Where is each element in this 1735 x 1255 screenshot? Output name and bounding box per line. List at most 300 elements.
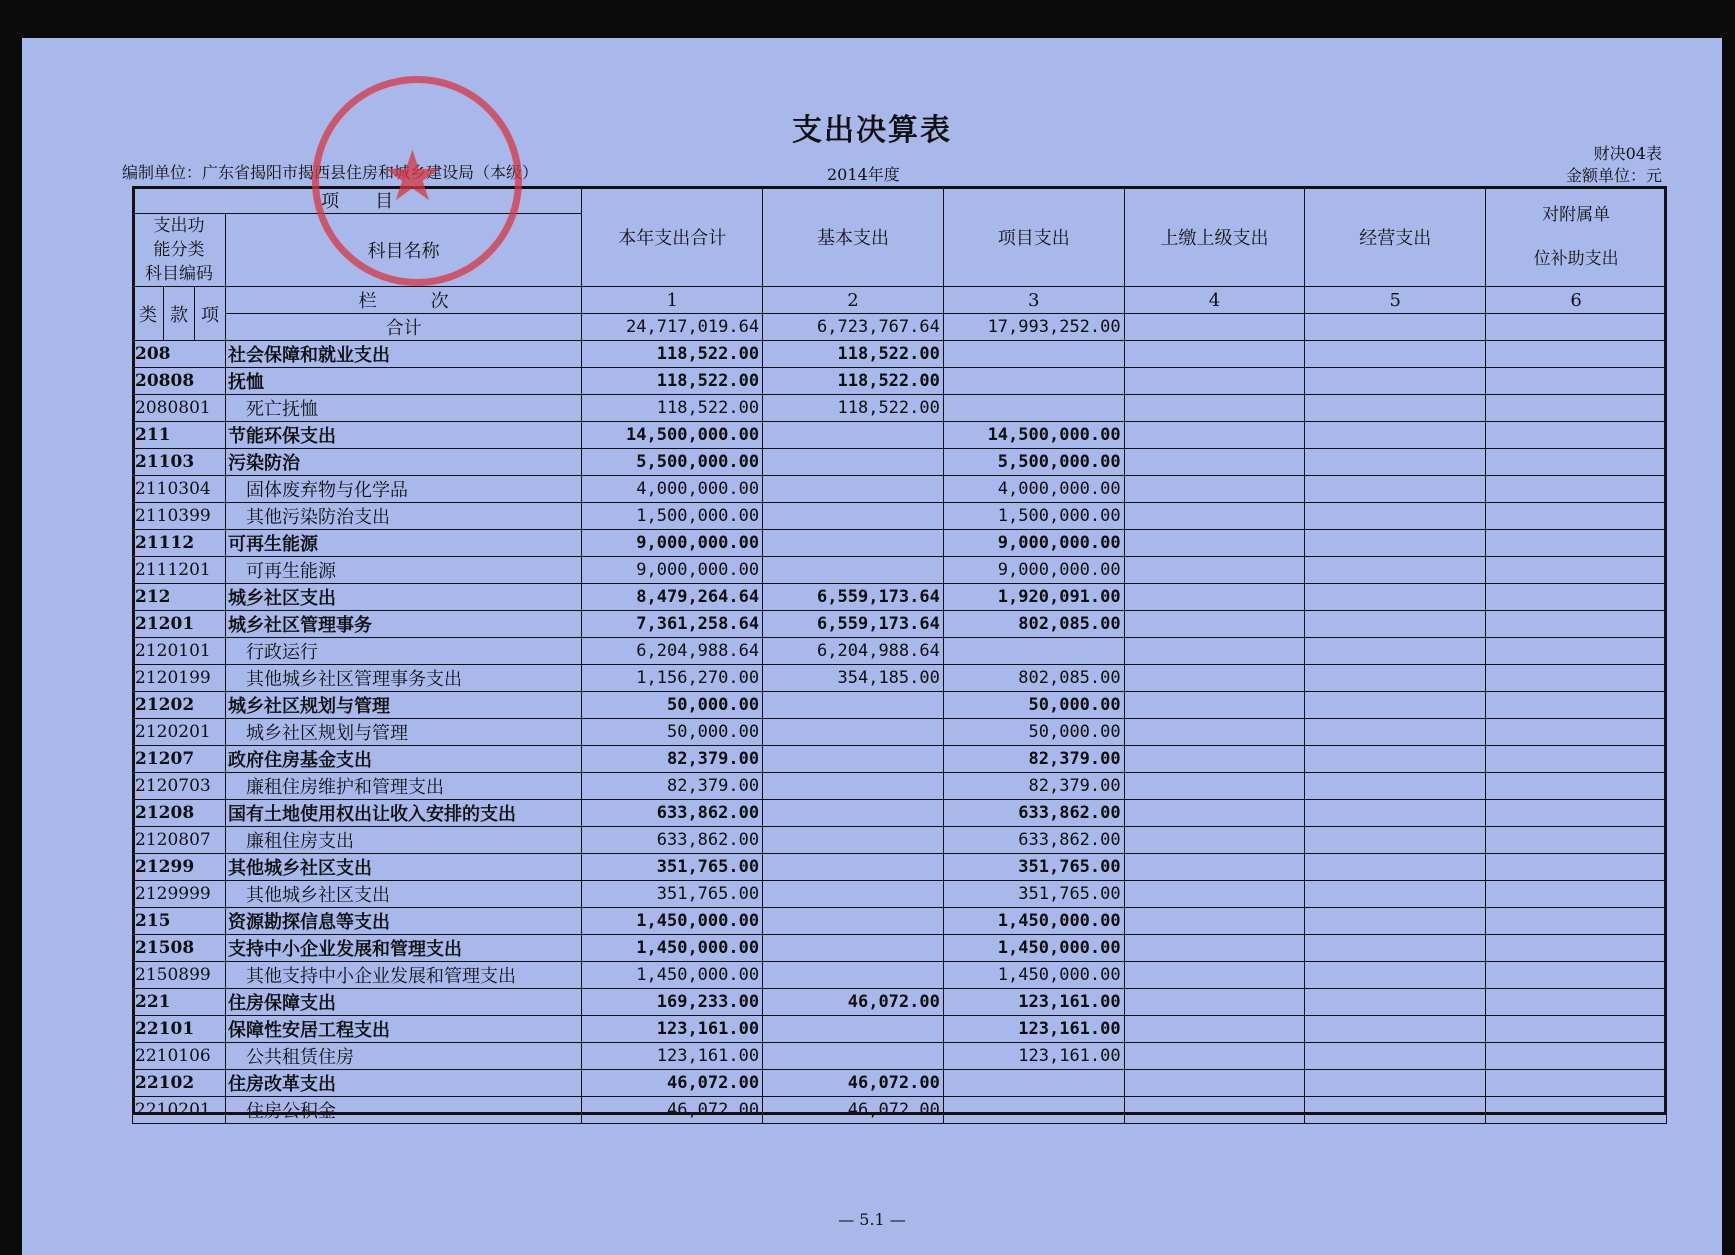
lei-header: 类 — [133, 287, 164, 341]
row-code: 22101 — [133, 1016, 226, 1043]
row-project: 4,000,000.00 — [943, 476, 1124, 503]
row-total: 50,000.00 — [582, 719, 763, 746]
row-basic — [763, 881, 944, 908]
xiang-header: 项 — [194, 287, 225, 341]
row-project: 14,500,000.00 — [943, 422, 1124, 449]
row-basic: 6,559,173.64 — [763, 584, 944, 611]
row-basic — [763, 557, 944, 584]
row-name: 城乡社区管理事务 — [225, 611, 581, 638]
row-upper — [1124, 773, 1305, 800]
form-number: 财决04表 — [1593, 144, 1662, 163]
row-basic — [763, 530, 944, 557]
row-total: 9,000,000.00 — [582, 557, 763, 584]
row-name: 死亡抚恤 — [225, 395, 581, 422]
row-project: 1,920,091.00 — [943, 584, 1124, 611]
table-row — [133, 557, 1667, 584]
row-project: 1,500,000.00 — [943, 503, 1124, 530]
row-basic — [763, 773, 944, 800]
table-row — [133, 827, 1667, 854]
row-project: 50,000.00 — [943, 719, 1124, 746]
row-subsidy — [1486, 1097, 1667, 1124]
code-header-line1: 支出功 — [153, 216, 205, 236]
col-total-header: 本年支出合计 — [582, 187, 763, 287]
row-total: 82,379.00 — [582, 746, 763, 773]
row-code: 2120703 — [133, 773, 226, 800]
document-page — [22, 38, 1722, 1255]
row-name: 住房保障支出 — [225, 989, 581, 1016]
row-total: 1,450,000.00 — [582, 935, 763, 962]
row-subsidy — [1486, 449, 1667, 476]
row-business — [1305, 935, 1486, 962]
table-row — [133, 1097, 1667, 1124]
col-number-4: 4 — [1124, 287, 1305, 314]
row-total: 169,233.00 — [582, 989, 763, 1016]
row-business — [1305, 368, 1486, 395]
row-code: 21299 — [133, 854, 226, 881]
row-code: 21208 — [133, 800, 226, 827]
col-basic-header: 基本支出 — [763, 187, 944, 287]
row-total: 6,204,988.64 — [582, 638, 763, 665]
row-total: 1,156,270.00 — [582, 665, 763, 692]
table-row — [133, 1043, 1667, 1070]
row-business — [1305, 1016, 1486, 1043]
row-upper — [1124, 962, 1305, 989]
row-name: 资源勘探信息等支出 — [225, 908, 581, 935]
row-code: 21103 — [133, 449, 226, 476]
row-upper — [1124, 800, 1305, 827]
row-business — [1305, 1070, 1486, 1097]
row-total: 14,500,000.00 — [582, 422, 763, 449]
row-name: 可再生能源 — [225, 530, 581, 557]
row-project — [943, 395, 1124, 422]
row-total: 351,765.00 — [582, 881, 763, 908]
col-number-6: 6 — [1486, 287, 1667, 314]
row-project — [943, 638, 1124, 665]
col-subsidy-header — [1486, 187, 1667, 287]
row-total: 633,862.00 — [582, 800, 763, 827]
row-total: 118,522.00 — [582, 395, 763, 422]
code-header-line3: 科目编码 — [144, 264, 213, 284]
row-upper — [1124, 1097, 1305, 1124]
table-row — [133, 854, 1667, 881]
row-name: 其他城乡社区支出 — [225, 854, 581, 881]
row-basic — [763, 800, 944, 827]
total-project: 17,993,252.00 — [943, 314, 1124, 341]
kuan-header: 款 — [163, 287, 194, 341]
row-project: 1,450,000.00 — [943, 935, 1124, 962]
row-business — [1305, 773, 1486, 800]
row-total: 351,765.00 — [582, 854, 763, 881]
total-basic: 6,723,767.64 — [763, 314, 944, 341]
row-subsidy — [1486, 341, 1667, 368]
row-name: 社会保障和就业支出 — [225, 341, 581, 368]
row-upper — [1124, 638, 1305, 665]
row-code: 22102 — [133, 1070, 226, 1097]
row-name: 政府住房基金支出 — [225, 746, 581, 773]
row-subsidy — [1486, 368, 1667, 395]
row-subsidy — [1486, 908, 1667, 935]
fiscal-year: 2014年度 — [827, 165, 900, 184]
row-project: 123,161.00 — [943, 1016, 1124, 1043]
row-total: 46,072.00 — [582, 1097, 763, 1124]
row-upper — [1124, 719, 1305, 746]
row-basic: 118,522.00 — [763, 368, 944, 395]
row-basic — [763, 449, 944, 476]
row-upper — [1124, 422, 1305, 449]
total-business — [1305, 314, 1486, 341]
row-project: 802,085.00 — [943, 665, 1124, 692]
col-number-1: 1 — [582, 287, 763, 314]
row-upper — [1124, 827, 1305, 854]
row-subsidy — [1486, 1070, 1667, 1097]
row-code: 211 — [133, 422, 226, 449]
row-name: 城乡社区支出 — [225, 584, 581, 611]
row-basic — [763, 908, 944, 935]
row-name: 固体废弃物与化学品 — [225, 476, 581, 503]
row-basic — [763, 962, 944, 989]
row-code: 2120201 — [133, 719, 226, 746]
row-upper — [1124, 476, 1305, 503]
row-business — [1305, 476, 1486, 503]
row-subsidy — [1486, 1043, 1667, 1070]
row-total: 9,000,000.00 — [582, 530, 763, 557]
row-total: 46,072.00 — [582, 1070, 763, 1097]
row-subsidy — [1486, 665, 1667, 692]
row-subsidy — [1486, 800, 1667, 827]
row-basic — [763, 935, 944, 962]
row-upper — [1124, 584, 1305, 611]
row-business — [1305, 503, 1486, 530]
row-upper — [1124, 989, 1305, 1016]
table-row — [133, 341, 1667, 368]
col-business-header: 经营支出 — [1305, 187, 1486, 287]
row-upper — [1124, 368, 1305, 395]
row-project: 50,000.00 — [943, 692, 1124, 719]
row-upper — [1124, 530, 1305, 557]
row-basic: 46,072.00 — [763, 989, 944, 1016]
table-row — [133, 611, 1667, 638]
seal-star-icon: ★ — [381, 135, 444, 217]
row-upper — [1124, 746, 1305, 773]
total-amount: 24,717,019.64 — [582, 314, 763, 341]
row-upper — [1124, 611, 1305, 638]
table-row — [133, 935, 1667, 962]
row-code: 21201 — [133, 611, 226, 638]
code-header — [133, 214, 226, 287]
table-row — [133, 773, 1667, 800]
col-subsidy-line1: 对附属单 — [1542, 204, 1611, 225]
row-code: 2129999 — [133, 881, 226, 908]
row-code: 21202 — [133, 692, 226, 719]
table-row — [133, 746, 1667, 773]
row-upper — [1124, 692, 1305, 719]
table-row — [133, 1016, 1667, 1043]
row-code: 2120101 — [133, 638, 226, 665]
row-total: 82,379.00 — [582, 773, 763, 800]
currency-unit: 金额单位：元 — [1565, 166, 1662, 185]
row-code: 221 — [133, 989, 226, 1016]
row-name: 其他污染防治支出 — [225, 503, 581, 530]
compiling-unit: 编制单位：广东省揭阳市揭西县住房和城乡建设局（本级） — [122, 163, 539, 182]
row-subsidy — [1486, 881, 1667, 908]
row-basic — [763, 422, 944, 449]
row-name: 城乡社区规划与管理 — [225, 692, 581, 719]
col-project-header: 项目支出 — [943, 187, 1124, 287]
row-business — [1305, 341, 1486, 368]
name-header: 科目名称 — [225, 214, 581, 287]
row-basic: 118,522.00 — [763, 395, 944, 422]
row-upper — [1124, 1016, 1305, 1043]
table-row — [133, 719, 1667, 746]
row-upper — [1124, 557, 1305, 584]
row-subsidy — [1486, 827, 1667, 854]
row-basic — [763, 746, 944, 773]
row-subsidy — [1486, 1016, 1667, 1043]
row-code: 2111201 — [133, 557, 226, 584]
row-upper — [1124, 908, 1305, 935]
row-code: 21112 — [133, 530, 226, 557]
row-business — [1305, 1043, 1486, 1070]
row-name: 其他城乡社区管理事务支出 — [225, 665, 581, 692]
row-project — [943, 1097, 1124, 1124]
row-basic: 118,522.00 — [763, 341, 944, 368]
row-subsidy — [1486, 422, 1667, 449]
row-basic — [763, 1043, 944, 1070]
row-project: 802,085.00 — [943, 611, 1124, 638]
col-number-3: 3 — [943, 287, 1124, 314]
row-name: 行政运行 — [225, 638, 581, 665]
row-basic: 46,072.00 — [763, 1070, 944, 1097]
row-code: 212 — [133, 584, 226, 611]
row-code: 2150899 — [133, 962, 226, 989]
row-code: 2210106 — [133, 1043, 226, 1070]
row-name: 国有土地使用权出让收入安排的支出 — [225, 800, 581, 827]
row-basic: 354,185.00 — [763, 665, 944, 692]
row-business — [1305, 854, 1486, 881]
row-total: 1,450,000.00 — [582, 908, 763, 935]
row-total: 633,862.00 — [582, 827, 763, 854]
row-project: 1,450,000.00 — [943, 962, 1124, 989]
row-subsidy — [1486, 989, 1667, 1016]
row-name: 廉租住房支出 — [225, 827, 581, 854]
row-total: 50,000.00 — [582, 692, 763, 719]
table-row — [133, 368, 1667, 395]
row-business — [1305, 719, 1486, 746]
lanci-header: 栏 次 — [225, 287, 581, 314]
row-project — [943, 1070, 1124, 1097]
row-code: 21508 — [133, 935, 226, 962]
table-row — [133, 449, 1667, 476]
row-business — [1305, 881, 1486, 908]
row-name: 抚恤 — [225, 368, 581, 395]
row-code: 21207 — [133, 746, 226, 773]
row-subsidy — [1486, 611, 1667, 638]
row-subsidy — [1486, 503, 1667, 530]
row-basic — [763, 692, 944, 719]
col-upper-header: 上缴上级支出 — [1124, 187, 1305, 287]
row-project: 5,500,000.00 — [943, 449, 1124, 476]
row-project: 82,379.00 — [943, 746, 1124, 773]
table-row — [133, 800, 1667, 827]
row-total: 1,500,000.00 — [582, 503, 763, 530]
row-subsidy — [1486, 962, 1667, 989]
row-total: 118,522.00 — [582, 368, 763, 395]
row-basic — [763, 476, 944, 503]
row-subsidy — [1486, 692, 1667, 719]
row-name: 保障性安居工程支出 — [225, 1016, 581, 1043]
row-upper — [1124, 854, 1305, 881]
row-upper — [1124, 1043, 1305, 1070]
row-code: 215 — [133, 908, 226, 935]
row-project — [943, 368, 1124, 395]
code-header-line2: 能分类 — [153, 240, 205, 260]
row-business — [1305, 800, 1486, 827]
row-business — [1305, 962, 1486, 989]
row-project: 351,765.00 — [943, 881, 1124, 908]
row-upper — [1124, 665, 1305, 692]
row-total: 123,161.00 — [582, 1043, 763, 1070]
row-business — [1305, 611, 1486, 638]
table-row — [133, 584, 1667, 611]
row-project: 82,379.00 — [943, 773, 1124, 800]
row-subsidy — [1486, 638, 1667, 665]
row-name: 污染防治 — [225, 449, 581, 476]
row-subsidy — [1486, 773, 1667, 800]
table-row — [133, 422, 1667, 449]
row-business — [1305, 584, 1486, 611]
row-business — [1305, 530, 1486, 557]
row-subsidy — [1486, 584, 1667, 611]
row-subsidy — [1486, 719, 1667, 746]
table-row — [133, 476, 1667, 503]
row-upper — [1124, 935, 1305, 962]
row-project: 123,161.00 — [943, 989, 1124, 1016]
row-subsidy — [1486, 935, 1667, 962]
row-name: 节能环保支出 — [225, 422, 581, 449]
row-name: 可再生能源 — [225, 557, 581, 584]
row-project: 123,161.00 — [943, 1043, 1124, 1070]
row-name: 其他支持中小企业发展和管理支出 — [225, 962, 581, 989]
row-basic: 6,559,173.64 — [763, 611, 944, 638]
row-business — [1305, 1097, 1486, 1124]
item-header: 项 目 — [133, 187, 582, 214]
total-row — [133, 314, 1667, 341]
row-code: 2110304 — [133, 476, 226, 503]
row-code: 2210201 — [133, 1097, 226, 1124]
row-upper — [1124, 395, 1305, 422]
row-name: 住房改革支出 — [225, 1070, 581, 1097]
row-total: 4,000,000.00 — [582, 476, 763, 503]
row-total: 1,450,000.00 — [582, 962, 763, 989]
total-subsidy — [1486, 314, 1667, 341]
table-row — [133, 665, 1667, 692]
row-subsidy — [1486, 746, 1667, 773]
row-upper — [1124, 1070, 1305, 1097]
row-total: 5,500,000.00 — [582, 449, 763, 476]
row-upper — [1124, 503, 1305, 530]
row-business — [1305, 908, 1486, 935]
row-project: 1,450,000.00 — [943, 908, 1124, 935]
row-code: 2080801 — [133, 395, 226, 422]
table-row — [133, 395, 1667, 422]
page-number: — 5.1 — — [838, 1210, 906, 1229]
row-business — [1305, 449, 1486, 476]
table-row — [133, 962, 1667, 989]
row-business — [1305, 827, 1486, 854]
row-basic — [763, 854, 944, 881]
expenditure-table — [132, 186, 1667, 1124]
row-project: 633,862.00 — [943, 827, 1124, 854]
row-upper — [1124, 341, 1305, 368]
row-subsidy — [1486, 395, 1667, 422]
row-basic — [763, 719, 944, 746]
row-business — [1305, 692, 1486, 719]
table-row — [133, 908, 1667, 935]
col-number-2: 2 — [763, 287, 944, 314]
row-basic — [763, 827, 944, 854]
row-total: 8,479,264.64 — [582, 584, 763, 611]
row-project: 351,765.00 — [943, 854, 1124, 881]
table-row — [133, 692, 1667, 719]
row-name: 住房公积金 — [225, 1097, 581, 1124]
row-basic: 46,072.00 — [763, 1097, 944, 1124]
row-code: 2120807 — [133, 827, 226, 854]
col-number-5: 5 — [1305, 287, 1486, 314]
row-code: 2120199 — [133, 665, 226, 692]
row-code: 20808 — [133, 368, 226, 395]
row-business — [1305, 395, 1486, 422]
row-project: 9,000,000.00 — [943, 557, 1124, 584]
row-business — [1305, 638, 1486, 665]
row-subsidy — [1486, 476, 1667, 503]
row-total: 118,522.00 — [582, 341, 763, 368]
row-name: 支持中小企业发展和管理支出 — [225, 935, 581, 962]
row-project: 633,862.00 — [943, 800, 1124, 827]
row-basic: 6,204,988.64 — [763, 638, 944, 665]
table-row — [133, 1070, 1667, 1097]
row-basic — [763, 503, 944, 530]
row-project: 9,000,000.00 — [943, 530, 1124, 557]
table-row — [133, 530, 1667, 557]
table-row — [133, 503, 1667, 530]
row-subsidy — [1486, 854, 1667, 881]
page-title: 支出决算表 — [792, 113, 952, 148]
col-subsidy-line2: 位补助支出 — [1533, 248, 1619, 269]
total-upper — [1124, 314, 1305, 341]
row-name: 廉租住房维护和管理支出 — [225, 773, 581, 800]
row-business — [1305, 665, 1486, 692]
total-label: 合计 — [225, 314, 581, 341]
row-name: 城乡社区规划与管理 — [225, 719, 581, 746]
row-basic — [763, 1016, 944, 1043]
row-name: 公共租赁住房 — [225, 1043, 581, 1070]
table-row — [133, 989, 1667, 1016]
row-code: 208 — [133, 341, 226, 368]
row-business — [1305, 557, 1486, 584]
row-project — [943, 341, 1124, 368]
table-row — [133, 638, 1667, 665]
row-upper — [1124, 881, 1305, 908]
row-subsidy — [1486, 557, 1667, 584]
row-upper — [1124, 449, 1305, 476]
row-total: 123,161.00 — [582, 1016, 763, 1043]
row-name: 其他城乡社区支出 — [225, 881, 581, 908]
row-business — [1305, 989, 1486, 1016]
row-business — [1305, 422, 1486, 449]
row-subsidy — [1486, 530, 1667, 557]
row-total: 7,361,258.64 — [582, 611, 763, 638]
table-row — [133, 881, 1667, 908]
